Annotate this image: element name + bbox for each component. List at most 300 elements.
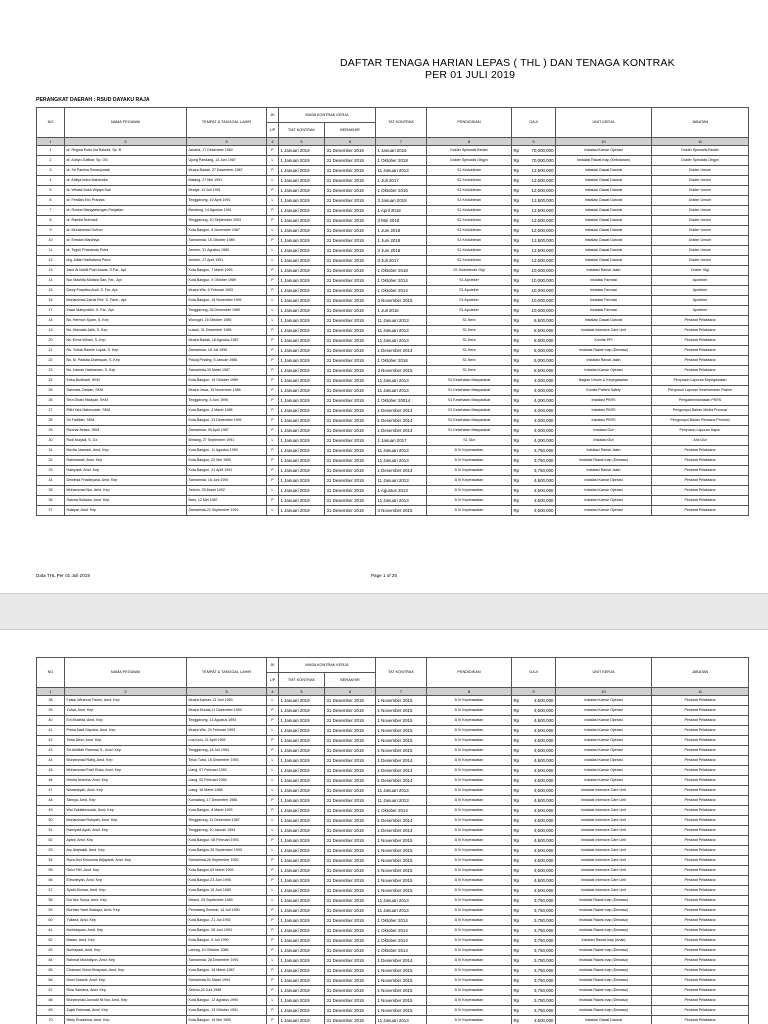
cell-ttl: Kota Bangun, 8 November 1987 <box>187 226 267 236</box>
cell-unit: Instalasi Rawat Inap (Dewasa) <box>556 996 652 1006</box>
cell-tmt: 1 Januari 2019 <box>279 1016 325 1024</box>
cell-tat: 11 Januari 2013 <box>376 326 427 336</box>
cell-gaji <box>512 166 556 176</box>
cell-tat: 3 Mei 2018 <box>376 216 427 226</box>
cell-gaji <box>512 186 556 196</box>
cell-nama: Ary Aldywadi, Amd. Kep <box>65 846 187 856</box>
cell-berakhir: 31 Desember 2019 <box>325 506 376 516</box>
header-nama: NAMA PEGAWAI <box>65 658 187 688</box>
table-row <box>37 386 749 396</box>
cell-tmt: 1 Januari 2019 <box>279 996 325 1006</box>
cell-nama: Ns. Erma Wirani, S. Kep <box>65 336 187 346</box>
cell-pendidikan: S1 Apoteker <box>427 286 512 296</box>
currency-label: Rp <box>513 508 520 513</box>
column-number: 6 <box>325 688 376 696</box>
cell-unit: Instalasi Gawat Darurat <box>556 256 652 266</box>
salary-amount: 12,500,000 <box>531 208 554 213</box>
cell-tmt: 1 Januari 2019 <box>279 716 325 726</box>
cell-jabatan: Perawat Pelaksana <box>652 326 749 336</box>
cell-ttl: Kota Bangun, 19 Oktober 1989 <box>187 376 267 386</box>
cell-ttl: Lahrag, 10 Oktober 1986 <box>187 946 267 956</box>
currency-label: Rp <box>513 988 520 993</box>
currency-label: Rp <box>513 928 520 933</box>
cell-no: 15 <box>37 286 65 296</box>
currency-label: Rp <box>513 198 520 203</box>
cell-jabatan: Dokter Umum <box>652 176 749 186</box>
cell-unit: Instalasi Gawat Darurat <box>556 206 652 216</box>
cell-jabatan: Perawat Pelaksana <box>652 846 749 856</box>
cell-nama: Ns. Yulida Ramlie Lopak, S. Kep <box>65 346 187 356</box>
table-row <box>37 236 749 246</box>
cell-unit: Instalasi Gawat Darurat <box>556 236 652 246</box>
cell-gaji <box>512 266 556 276</box>
cell-jk: P <box>267 746 279 756</box>
cell-berakhir: 31 Desember 2019 <box>325 966 376 976</box>
cell-tat: 1 November 2015 <box>376 746 427 756</box>
column-number: 11 <box>652 688 749 696</box>
cell-jk: L <box>267 816 279 826</box>
cell-pendidikan: D III Keperawatan <box>427 966 512 976</box>
cell-pendidikan: D III Keperawatan <box>427 836 512 846</box>
cell-nama: Rahmawati, Amd. Kep <box>65 456 187 466</box>
cell-berakhir: 31 Desember 2019 <box>325 796 376 806</box>
cell-nama: Wai Zablathmuzak, Amd. Kep <box>65 806 187 816</box>
cell-gaji <box>512 826 556 836</box>
cell-unit: Instalasi Rawat Inap (Dewasa) <box>556 906 652 916</box>
cell-nama: Faisal Wiranuzi Fazrin, Amd. Kep <box>65 696 187 706</box>
cell-ttl: Wonogiri, 15 Oktober 1985 <box>187 316 267 326</box>
cell-no: 9 <box>37 226 65 236</box>
cell-no: 27 <box>37 406 65 416</box>
currency-label: Rp <box>513 838 520 843</box>
cell-tat: 11 Januari 2013 <box>376 786 427 796</box>
cell-jk: P <box>267 426 279 436</box>
cell-gaji <box>512 286 556 296</box>
cell-jk: P <box>267 416 279 426</box>
cell-berakhir: 31 Desember 2019 <box>325 286 376 296</box>
salary-amount: 6,500,000 <box>533 318 554 323</box>
cell-no: 22 <box>37 356 65 366</box>
cell-jk: P <box>267 356 279 366</box>
cell-jk: P <box>267 836 279 846</box>
cell-tat: 1 Desember 2014 <box>376 416 427 426</box>
cell-tmt: 1 Januari 2019 <box>279 886 325 896</box>
salary-amount: 5,000,000 <box>533 348 554 353</box>
cell-jabatan: Dokter Gigi <box>652 266 749 276</box>
cell-no: 3 <box>37 166 65 176</box>
cell-berakhir: 31 Desember 2019 <box>325 716 376 726</box>
cell-nama: Jauri Al Nahlil Putri Anwar, S.Far., Apt <box>65 266 187 276</box>
cell-berakhir: 31 Desember 2019 <box>325 276 376 286</box>
cell-berakhir: 31 Desember 2019 <box>325 826 376 836</box>
cell-jabatan: Penyusun Laporan Kepegawaian <box>652 376 749 386</box>
cell-no: 32 <box>37 456 65 466</box>
cell-nama: Muhammad Rafiq, Amd. Kep <box>65 756 187 766</box>
cell-no: 34 <box>37 476 65 486</box>
cell-berakhir: 31 Desember 2019 <box>325 936 376 946</box>
cell-jabatan: Perawat Pelaksana <box>652 486 749 496</box>
cell-pendidikan: S1 Kedokteran <box>427 216 512 226</box>
cell-tat: 1 Oktober 2016 <box>376 186 427 196</box>
cell-jk: P <box>267 386 279 396</box>
cell-berakhir: 31 Desember 2019 <box>325 976 376 986</box>
cell-unit: Instalasi Rawat Inap (Dewasa) <box>556 346 652 356</box>
salary-amount: 10,000,000 <box>531 278 554 283</box>
table-row <box>37 406 749 416</box>
cell-jk: L <box>267 956 279 966</box>
column-number: 8 <box>427 138 512 146</box>
salary-amount: 4,500,000 <box>533 778 554 783</box>
salary-amount: 3,750,000 <box>533 998 554 1003</box>
salary-amount: 3,750,000 <box>533 1008 554 1013</box>
salary-amount: 4,500,000 <box>533 1018 554 1023</box>
cell-berakhir: 31 Desember 2019 <box>325 1006 376 1016</box>
cell-unit: Instalasi Rawat Inap (Dewasa) <box>556 916 652 926</box>
cell-tat: 1 Januari 2016 <box>376 146 427 156</box>
cell-nama: dr. Ferdian Eric Pranata <box>65 196 187 206</box>
cell-jabatan: Perawat Pelaksana <box>652 736 749 746</box>
cell-unit: Instalasi Rawat Inap (Dewasa) <box>556 966 652 976</box>
cell-ttl: Kota Bangun, 3 Maret 1988 <box>187 406 267 416</box>
cell-pendidikan: D III Keperawatan <box>427 796 512 806</box>
cell-pendidikan: S1 Kedokteran <box>427 186 512 196</box>
cell-pendidikan: D III Keperawatan <box>427 776 512 786</box>
cell-nama: drg. Alfian Hadiatama Putra <box>65 256 187 266</box>
column-number: 7 <box>376 138 427 146</box>
cell-no: 1 <box>37 146 65 156</box>
cell-jk: P <box>267 286 279 296</box>
cell-tmt: 1 Januari 2019 <box>279 236 325 246</box>
cell-unit: Bagian Umum & Kepegawaian <box>556 376 652 386</box>
table-row <box>37 976 749 986</box>
table-row <box>37 746 749 756</box>
column-number: 1 <box>37 688 65 696</box>
cell-unit: Instalasi Intensive Care Unit <box>556 876 652 886</box>
cell-tat: 11 Januari 2013 <box>376 446 427 456</box>
cell-pendidikan: D III Keperawatan <box>427 946 512 956</box>
cell-tat: 1 November 2015 <box>376 716 427 726</box>
salary-amount: 4,500,000 <box>533 818 554 823</box>
cell-jabatan: Perawat Pelaksana <box>652 976 749 986</box>
cell-unit: Instalasi Gizi <box>556 436 652 446</box>
table-row <box>37 186 749 196</box>
header-unit: UNIT KERJA <box>556 658 652 688</box>
cell-no: 56 <box>37 876 65 886</box>
cell-tat: 1 Oktober 2014 <box>376 806 427 816</box>
cell-tmt: 1 Januari 2019 <box>279 176 325 186</box>
cell-nama: Sri Fadillah, SKM <box>65 416 187 426</box>
cell-unit: Instalasi Intensive Care Unit <box>556 866 652 876</box>
header-pendidikan: PENDIDIKAN <box>427 658 512 688</box>
cell-berakhir: 31 Desember 2019 <box>325 746 376 756</box>
cell-unit: Instalasi Intensive Care Unit <box>556 836 652 846</box>
cell-berakhir: 31 Desember 2019 <box>325 736 376 746</box>
salary-amount: 4,500,000 <box>533 708 554 713</box>
cell-unit: Instalasi Rawat Inap (Dewasa) <box>556 926 652 936</box>
cell-jk: L <box>267 846 279 856</box>
cell-unit: Instalasi Kamar Operasi <box>556 486 652 496</box>
cell-pendidikan: S1 Kedokteran <box>427 176 512 186</box>
salary-amount: 3,750,000 <box>533 458 554 463</box>
cell-no: 59 <box>37 906 65 916</box>
cell-jk: P <box>267 206 279 216</box>
cell-ttl: Mudge, 11 Juli 1991 <box>187 186 267 196</box>
cell-jk: L <box>267 246 279 256</box>
table-row <box>37 826 749 836</box>
salary-amount: 4,500,000 <box>533 498 554 503</box>
cell-tat: 3 November 2015 <box>376 506 427 516</box>
cell-jk: L <box>267 886 279 896</box>
cell-ttl: Kota Bangun, 26 Juni 1993 <box>187 926 267 936</box>
cell-jk: P <box>267 496 279 506</box>
cell-ttl: Muara Kaman,13 Juni 1990 <box>187 696 267 706</box>
cell-berakhir: 31 Desember 2019 <box>325 416 376 426</box>
cell-ttl: Sebulu,23 Juni 1988 <box>187 986 267 996</box>
cell-gaji <box>512 956 556 966</box>
cell-ttl: Kota Bangun, 11 Agustus 1990 <box>187 446 267 456</box>
cell-tat: 3 Januari 2018 <box>376 196 427 206</box>
cell-ttl: Kota Bangun,23 Juni 1995 <box>187 876 267 886</box>
cell-no: 14 <box>37 276 65 286</box>
cell-tmt: 1 Januari 2019 <box>279 436 325 446</box>
cell-jk: P <box>267 976 279 986</box>
cell-unit: Instalasi Kamar Operasi <box>556 496 652 506</box>
currency-label: Rp <box>513 338 520 343</box>
header-jabatan: JABATAN <box>652 658 749 688</box>
cell-ttl: Tenggarong, 18 Juli 1994 <box>187 746 267 756</box>
cell-jk: P <box>267 336 279 346</box>
salary-amount: 3,750,000 <box>533 928 554 933</box>
currency-label: Rp <box>513 718 520 723</box>
cell-pendidikan: D III Keperawatan <box>427 866 512 876</box>
cell-jabatan: Perawat Pelaksana <box>652 926 749 936</box>
salary-amount: 4,500,000 <box>533 858 554 863</box>
cell-jk: L <box>267 196 279 206</box>
cell-tmt: 1 Januari 2019 <box>279 216 325 226</box>
cell-jk: P <box>267 926 279 936</box>
cell-tat: 11 Januari 2013 <box>376 496 427 506</box>
cell-tat: 1 Oktober 2018 <box>376 156 427 166</box>
cell-pendidikan: S1 Kedokteran <box>427 236 512 246</box>
cell-ttl: Kota Bangun, 08 Februari 1993 <box>187 836 267 846</box>
cell-unit: Instalasi Gawat Darurat <box>556 196 652 206</box>
cell-berakhir: 31 Desember 2019 <box>325 766 376 776</box>
cell-pendidikan: S1 Ners <box>427 366 512 376</box>
currency-label: Rp <box>513 488 520 493</box>
cell-nama: dr. Randia Nurmadi <box>65 216 187 226</box>
cell-nama: dr. Rosesi Mangaetengan Panjaitan <box>65 206 187 216</box>
salary-amount: 3,750,000 <box>533 978 554 983</box>
cell-berakhir: 31 Desember 2019 <box>325 696 376 706</box>
cell-pendidikan: D III Keperawatan <box>427 456 512 466</box>
cell-ttl: Kota Bangun, 15 November 1991 <box>187 296 267 306</box>
cell-pendidikan: S1 Kedokteran Gigi <box>427 266 512 276</box>
cell-pendidikan: S1 Kesehatan Masyarakat <box>427 426 512 436</box>
cell-jabatan: Ahli Gizi <box>652 436 749 446</box>
cell-unit: Instalasi Gawat Darurat <box>556 316 652 326</box>
cell-ttl: Samarinda,01 Maret 1994 <box>187 976 267 986</box>
cell-jk: L <box>267 826 279 836</box>
cell-jk: P <box>267 466 279 476</box>
cell-tat: 1 November 2015 <box>376 866 427 876</box>
salary-amount: 3,750,000 <box>533 468 554 473</box>
currency-label: Rp <box>513 808 520 813</box>
cell-ttl: Tenggarong, 10 Januari 1994 <box>187 826 267 836</box>
cell-berakhir: 31 Desember 2019 <box>325 266 376 276</box>
cell-pendidikan: S1 Ners <box>427 326 512 336</box>
currency-label: Rp <box>513 458 520 463</box>
table-row <box>37 846 749 856</box>
cell-unit: Instalasi Gawat Darurat <box>556 226 652 236</box>
currency-label: Rp <box>513 248 520 253</box>
cell-no: 12 <box>37 256 65 266</box>
cell-pendidikan: D III Keperawatan <box>427 1006 512 1016</box>
header-ttl: TEMPAT & TANGGAL LAHIR <box>187 108 267 138</box>
cell-jabatan: Perawat Pelaksana <box>652 816 749 826</box>
cell-berakhir: 31 Desember 2019 <box>325 786 376 796</box>
cell-berakhir: 31 Desember 2019 <box>325 816 376 826</box>
header-jk: JK <box>267 658 279 673</box>
cell-tmt: 1 Januari 2019 <box>279 486 325 496</box>
cell-no: 62 <box>37 936 65 946</box>
currency-label: Rp <box>513 818 520 823</box>
cell-jabatan: Pengadministrasian PKRS <box>652 396 749 406</box>
cell-jk: P <box>267 456 279 466</box>
cell-jk: P <box>267 986 279 996</box>
cell-ttl: Kota Bangun, 5 Juli 1990 <box>187 936 267 946</box>
currency-label: Rp <box>513 298 520 303</box>
footer-page-number: Page 1 of 20 <box>370 573 398 578</box>
cell-no: 61 <box>37 926 65 936</box>
salary-amount: 6,500,000 <box>533 328 554 333</box>
table-row <box>37 416 749 426</box>
cell-tmt: 1 Januari 2019 <box>279 276 325 286</box>
cell-gaji <box>512 716 556 726</box>
currency-label: Rp <box>513 178 520 183</box>
cell-tat: 1 November 2015 <box>376 986 427 996</box>
cell-pendidikan: S1 Kesehatan Masyarakat <box>427 376 512 386</box>
currency-label: Rp <box>513 968 520 973</box>
cell-pendidikan: D III Keperawatan <box>427 886 512 896</box>
cell-tat: 1 Desember 2014 <box>376 766 427 776</box>
cell-nama: Tamiya, Amd. Kep <box>65 796 187 806</box>
cell-ttl: Kota Bangun,30 September 1993 <box>187 846 267 856</box>
column-number: 2 <box>65 138 187 146</box>
column-number: 4 <box>267 138 279 146</box>
cell-no: 57 <box>37 886 65 896</box>
cell-nama: dr. Adhyo Zulfikar, Sp. OG <box>65 156 187 166</box>
currency-label: Rp <box>513 868 520 873</box>
table-row <box>37 246 749 256</box>
salary-amount: 3,750,000 <box>533 898 554 903</box>
table-row <box>37 506 749 516</box>
cell-nama: Rischar Alriani, SKM <box>65 426 187 436</box>
cell-berakhir: 31 Desember 2019 <box>325 806 376 816</box>
cell-tat: 1 Desember 2014 <box>376 426 427 436</box>
cell-jk: P <box>267 966 279 976</box>
cell-gaji <box>512 1016 556 1024</box>
cell-nama: dr. Aditya Indra Mahendra <box>65 176 187 186</box>
salary-amount: 4,500,000 <box>533 888 554 893</box>
cell-jk: L <box>267 306 279 316</box>
cell-no: 52 <box>37 836 65 846</box>
cell-gaji <box>512 146 556 156</box>
cell-tat: 1 November 2015 <box>376 1006 427 1016</box>
cell-gaji <box>512 476 556 486</box>
table-row <box>37 896 749 906</box>
currency-label: Rp <box>513 188 520 193</box>
cell-berakhir: 31 Desember 2019 <box>325 486 376 496</box>
cell-tat: 1 Oktober 2014 <box>376 926 427 936</box>
cell-tat: 1 Oktober 2016 <box>376 356 427 366</box>
table-row <box>37 376 749 386</box>
currency-label: Rp <box>513 208 520 213</box>
cell-ttl: Tenggarong, 13 Agustus 1993 <box>187 716 267 726</box>
cell-jabatan: Apoteker <box>652 286 749 296</box>
cell-gaji <box>512 796 556 806</box>
cell-unit: Instalasi Kamar Operasi <box>556 696 652 706</box>
cell-tat: 11 Januari 2013 <box>376 166 427 176</box>
cell-tmt: 1 Januari 2019 <box>279 856 325 866</box>
currency-label: Rp <box>513 238 520 243</box>
column-number: 9 <box>512 138 556 146</box>
cell-jabatan: Apoteker <box>652 306 749 316</box>
cell-jabatan: Perawat Pelaksana <box>652 336 749 346</box>
cell-tmt: 1 Januari 2019 <box>279 986 325 996</box>
cell-jabatan: Perawat Pelaksana <box>652 456 749 466</box>
salary-amount: 4,500,000 <box>533 738 554 743</box>
cell-no: 23 <box>37 366 65 376</box>
cell-jk: L <box>267 896 279 906</box>
table-row <box>37 766 749 776</box>
cell-ttl: Kumalang, 17 Desember 1986 <box>187 796 267 806</box>
cell-tmt: 1 Januari 2019 <box>279 226 325 236</box>
cell-jabatan: Dokter Umum <box>652 256 749 266</box>
cell-ttl: Jember, 31 Agustus 1989 <box>187 246 267 256</box>
salary-amount: 4,500,000 <box>533 488 554 493</box>
cell-pendidikan: D III Keperawatan <box>427 976 512 986</box>
cell-jabatan: Dokter Umum <box>652 196 749 206</box>
cell-nama: Ns. Hermon Syam, S. Kep <box>65 316 187 326</box>
cell-no: 40 <box>37 716 65 726</box>
cell-pendidikan: D III Keperawatan <box>427 956 512 966</box>
cell-nama: Rina Santana, Amd. Kep <box>65 986 187 996</box>
cell-jk: L <box>267 436 279 446</box>
table-row <box>37 906 749 916</box>
currency-label: Rp <box>513 918 520 923</box>
cell-berakhir: 31 Desember 2019 <box>325 366 376 376</box>
currency-label: Rp <box>513 408 520 413</box>
cell-unit: Instalasi Farmasi <box>556 306 652 316</box>
salary-amount: 12,500,000 <box>531 258 554 263</box>
currency-label: Rp <box>513 768 520 773</box>
cell-jk: P <box>267 366 279 376</box>
table-row <box>37 276 749 286</box>
header-unit: UNIT KERJA <box>556 108 652 138</box>
cell-pendidikan: S1 Apoteker <box>427 306 512 316</box>
cell-ttl: Samarinda, 09 April 1987 <box>187 426 267 436</box>
header-lp: L/P <box>267 123 279 138</box>
currency-label: Rp <box>513 218 520 223</box>
cell-no: 28 <box>37 416 65 426</box>
cell-unit: Instalasi Farmasi <box>556 296 652 306</box>
salary-amount: 5,000,000 <box>533 358 554 363</box>
cell-ttl: Teluk Tuba, 15 Desember 1993 <box>187 756 267 766</box>
cell-pendidikan: S1 Kedokteran <box>427 226 512 236</box>
cell-gaji <box>512 946 556 956</box>
cell-tmt: 1 Januari 2019 <box>279 296 325 306</box>
salary-amount: 4,000,000 <box>533 398 554 403</box>
